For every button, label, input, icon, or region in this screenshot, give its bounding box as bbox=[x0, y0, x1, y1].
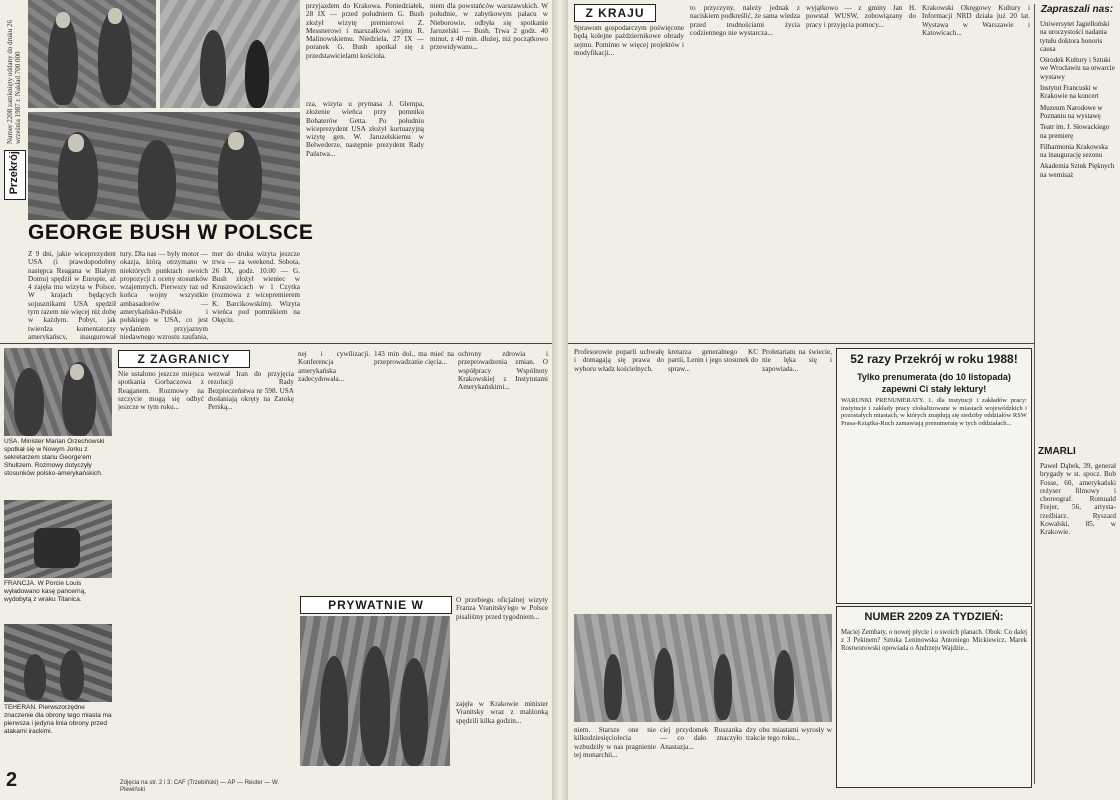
page-gutter bbox=[552, 0, 568, 800]
prywatnie-col-1: O przebiegu oficjalnej wizyty Franza Vranitsky'ego w Polsce pisaliśmy przed tygodniem... bbox=[456, 596, 548, 621]
prenumerata-text: WARUNKI PRENUMERATY. 1. dla instytucji i zakładów pracy: instytucje i zakłady pracy zlokalizowane w miastach wojewódzkich i pozostałych miastach, w których znajdują się siedziby oddziałów RSW Prasa-Książka-Ruch zamawiają prenumeratę w tych oddziałach... bbox=[841, 397, 1027, 427]
zagranicy-col-1: Nie ustalono jeszcze miejsca spotkania Gorbaczowa z Reaganem. Rozmowy na szczycie mogą się odbyć jeszcze w tym roku... bbox=[118, 370, 204, 412]
photo-wreath bbox=[160, 0, 300, 108]
numer-title: NUMER 2209 ZA TYDZIEŃ: bbox=[864, 611, 1004, 623]
zagranicy-col-5: ochrony zdrowia i przeprowadzenia zmian. O współpracy Wspólnoty Krakowskiej z Instytutami Amerykańskimi... bbox=[458, 350, 548, 392]
zagranicy-col-4: 143 min dol., ma mieć na przeprowadzanie cięcia... bbox=[374, 350, 454, 367]
sidebar-list bbox=[1040, 20, 1116, 440]
photo-teheran bbox=[4, 624, 112, 702]
caption-usa: USA. Minister Marian Orzechowski spotkał się w Nowym Jorku z sekretarzem stanu George'em Shultzem. Rozmowy dotyczyły stosunków polsko-amerykańskich. bbox=[4, 438, 105, 477]
article-col-3: mer do druku wizyta jeszcze trwa — za weekend. Sobota, 26 IX, godz. 10.00 — G. Bush złożył wieniec w Kruszowicach w 1 Czytka (rozmowa z wicepremierem K. Barcikowskim). Wizyta wieńca pod pomnikiem na Okęciu. bbox=[212, 250, 300, 325]
caption-teheran: TEHERAN. Pierwszorzędne znaczenie dla obrony tego miasta ma pierwsza i jedyna linia obrony przed atakami irackimi. bbox=[4, 704, 112, 735]
list-item: Instytut Francuski w Krakowie na koncert bbox=[1040, 84, 1099, 101]
caption-francja: FRANCJA. W Porcie Louis wyładowano kasę pancerną, wydobytą z wraku Titanica. bbox=[4, 580, 87, 603]
list-item: Teatr im. J. Słowackiego na premierę bbox=[1040, 123, 1110, 140]
bottom-col-1: Profesorowie poparli uchwałę i domagają się prawa do wyboru władz kościelnych. bbox=[574, 348, 664, 373]
final-col-1: niem. Starsze one nie kilkudziesięciolecia wzbudziły w nas pragnienie tej monarchii... bbox=[574, 726, 656, 759]
photo-bush-audience bbox=[28, 112, 300, 220]
header-prywatnie-w-krakowie: PRYWATNIE W bbox=[300, 596, 452, 614]
header-z-zagranicy: Z ZAGRANICY bbox=[118, 350, 250, 368]
sidebar-divider bbox=[1034, 4, 1035, 784]
prenumerata-title: 52 razy Przekrój w roku 1988! bbox=[850, 352, 1018, 366]
kraju-col-2: to przyczyny, należy jednak z naciskiem podkreślić, że sama wiedza przed trudnościami życia codziennego nie wystarcza... bbox=[690, 4, 800, 37]
top-article-col: niem dla powstańców warszawskich. W południe, w zabytkowym pałacu w Nieborowie, odbyła się spotkanie Jaruzelski — Bush. Trwa 2 godz. 40 minut, z 40 min. dłużej, niż początkowo przewidywano... bbox=[430, 2, 548, 52]
numer-text: Maciej Zembaty, o nowej płycie i o swoich planach. Obok: Co dalej z 3 Pekinem? Sztuka Leninowska Antoniego Mickiewicz. Marek Rostworowski opowiada o Andrzeju Wajdzie... bbox=[841, 629, 1027, 652]
list-item: Uniwersytet Jagielloński na uroczystości nadania tytułu doktora honoris causa bbox=[1040, 20, 1110, 53]
numer-box bbox=[836, 606, 1032, 788]
photo-credit: Zdjęcia na str. 2 i 3: CAF (Trzebiński) — AP — Reuter — W. Plewiński bbox=[120, 780, 280, 793]
prenumerata-subtitle: Tylko prenumerata (do 10 listopada) zapewni Ci stały lektury! bbox=[857, 372, 1011, 394]
list-item: Akademia Sztuk Pięknych na wernisaż bbox=[1040, 162, 1115, 179]
header-z-kraju: Z KRAJU bbox=[574, 4, 656, 22]
top-article-col-b: przyjazdem do Krakowa. Poniedziałek, 28 IX — przed południem G. Bush złożył wizytę premierowi Z. Messnerowi i marszałkowi sejmu R. Malinowskiemu. Niedziela, 27 IX — poranek G. Bush spotkał się z przedstawicielami kościoła. bbox=[306, 2, 424, 60]
photo-street-scene bbox=[574, 614, 832, 722]
zmarli-text: Paweł Dąbek, 39, generał brygady w st. spocz. Bob Fosse, 60, amerykański reżyser filmowy i choreograf. Romuald Frejer, 56, artysta-rzeźbiarz. Ryszard Kowalski, 85, w Krakowie. bbox=[1040, 462, 1116, 537]
kraju-col-3: wyjątkowo — z gminy Jan H. powstał WUSW, zobowiązany do pracy i przyjęcia pomocy... bbox=[806, 4, 916, 29]
prenumerata-box bbox=[836, 348, 1032, 604]
sidebar-title: Zapraszali nas: bbox=[1040, 4, 1114, 15]
masthead-note: Numer 2208 zamknięty oddany do druku 26 września 1987 r. Nakład 700 000 bbox=[6, 19, 22, 144]
masthead bbox=[2, 0, 26, 250]
zagranicy-col-3: nej i cywilizacji. Konferencja amerykańska zadecydowała... bbox=[298, 350, 370, 383]
article-col-2: tury. Dla nas — były motor — okazja, którą otrzymano w niektórych punktach swoich propozycji z oceny stosunków wzajemnych. Pierwszy raz od końca wojny wszystkie ambasadorów — amerykańsko-Polskie i polskiego w USA, co jest wydaniem przyjaznym niedawnego wzrostu zaufania, bbox=[120, 250, 208, 340]
right-page bbox=[568, 0, 1120, 800]
article-col-1: Z 9 dni, jakie wiceprezydent USA (i prawdopodobny następca Reagana w Białym Domu) spędził w Europie, aż 4 zajęła mu wizyta w Polsce. W krajach będących sojusznikami USA spędził tym razem nie więcej niż dobę w każdym. Pobyt, jak twierdza komentatorzy amerykańscy, inaugurował bbox=[28, 250, 116, 340]
top-caption-col: rza, wizyta u prymasa J. Glempa, złożenie wieńca przy pomniku Bohaterów Getta. Po południu wiceprezydent USA złożył kurtuazyjną wizytę gen. W. Jaruzelskiemu w Belwederze, następnie prezydent Rady Państwa... bbox=[306, 100, 424, 158]
final-col-3: dzy obu miastami wyrosły w trakcie tego roku... bbox=[746, 726, 832, 743]
kraju-col-1: Sprawom gospodarczym poświęcone będą kolejne październikowe obrady sejmu. Pomimo w więcej projektów i modyfikacji... bbox=[574, 24, 684, 57]
zagranicy-col-2: wezwał Iran do przyjęcia rezolucji Rady Bezpieczeństwa nr 598. USA dosłaniają okręty na Zatokę Perską... bbox=[208, 370, 294, 412]
bottom-col-3: Proletariatu na świecie, nie lęka się i zapowiada... bbox=[762, 348, 832, 373]
kraju-col-4: Krakowski Okręgowy Kultury i Informacji NRD działa już 20 lat. Wystawa w Warszawie i Katowicach... bbox=[922, 4, 1030, 37]
headline-bush: GEORGE BUSH W POLSCE bbox=[28, 221, 314, 244]
photo-krakow-visit bbox=[300, 616, 450, 766]
zmarli-title: ZMARLI bbox=[1038, 446, 1076, 457]
right-section-rule bbox=[568, 343, 1034, 344]
przekroj-logo: Przekrój bbox=[4, 150, 26, 200]
list-item: Filharmonia Krakowska na inaugurację sezonu bbox=[1040, 142, 1108, 160]
page-number-left: 2 bbox=[6, 769, 18, 791]
photo-usa-minister bbox=[4, 348, 112, 436]
photo-bush-handshake bbox=[28, 0, 156, 108]
final-col-2: ciej przydomek Ruszanka — co dało znaczyło Anastazja... bbox=[660, 726, 742, 751]
list-item: Muzeum Narodowe w Poznaniu na wystawę bbox=[1040, 103, 1103, 120]
prywatnie-col-2: zajęła w Krakowie minister Vranitsky wraz z małżonką spędzili kilka godzin... bbox=[456, 700, 548, 725]
section-rule bbox=[0, 343, 552, 344]
left-page bbox=[0, 0, 552, 800]
bottom-col-2: kretarza generalnego KC partii, Lenin i jego stosunek do spraw... bbox=[668, 348, 758, 373]
photo-titanic-safe bbox=[4, 500, 112, 578]
list-item: Ośrodek Kultury i Sztuki we Wrocławiu na otwarcie wystawy bbox=[1040, 56, 1115, 81]
